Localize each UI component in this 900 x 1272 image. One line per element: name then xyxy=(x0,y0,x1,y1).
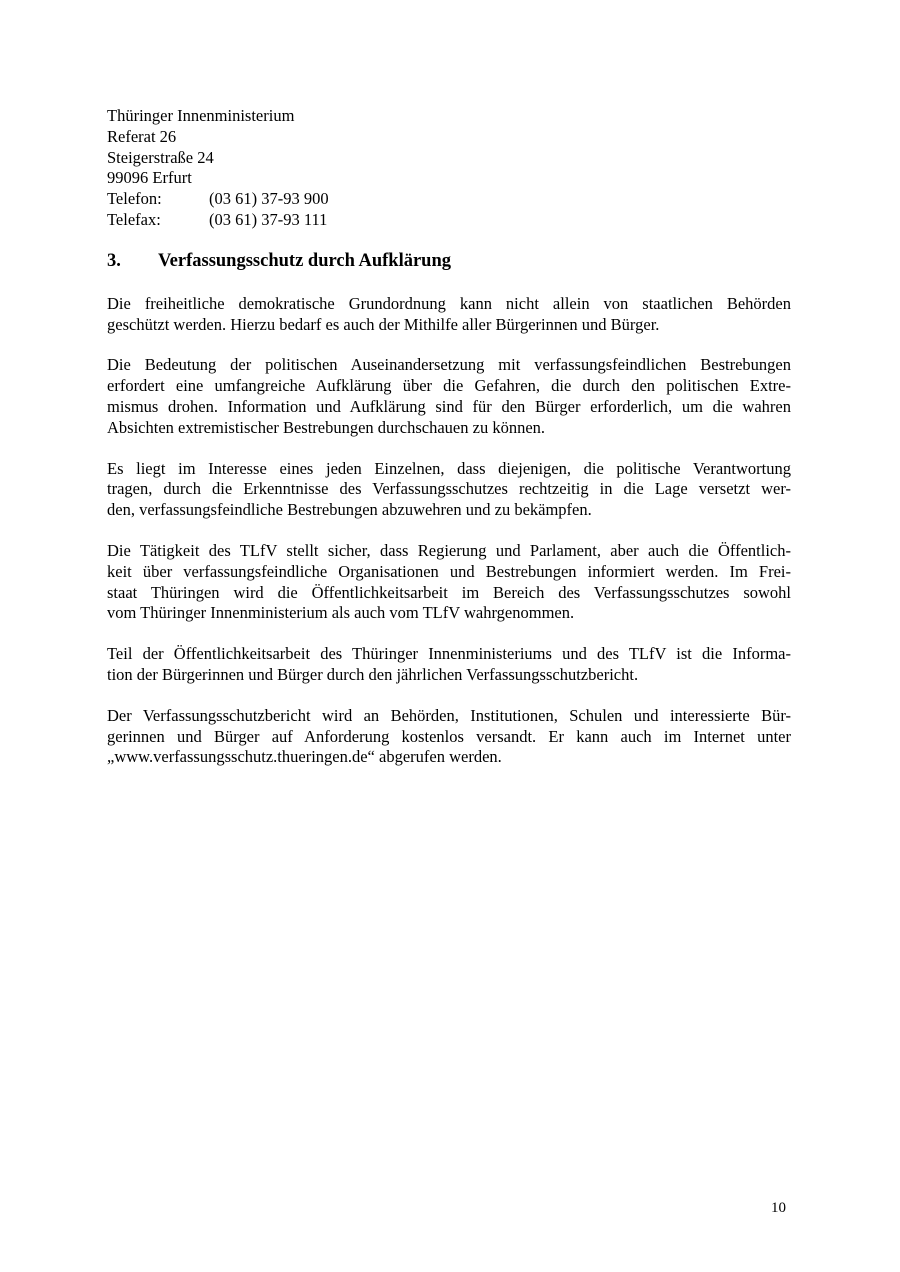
paragraph-line: keit über verfassungsfeindliche Organisationen und Bestrebungen informiert werden. Im Frei- xyxy=(107,561,791,581)
paragraph xyxy=(107,706,791,768)
paragraph-line: staat Thüringen wird die Öffentlichkeitsarbeit im Bereich des Verfassungsschutzes sowohl xyxy=(107,582,791,602)
paragraph xyxy=(107,294,791,336)
address-organization: Thüringer Innenministerium xyxy=(107,106,295,125)
address-city: 99096 Erfurt xyxy=(107,168,192,188)
section-title: Verfassungsschutz durch Aufklärung xyxy=(158,250,451,271)
fax-number: (03 61) 37-93 111 xyxy=(209,209,328,229)
paragraph-line: Teil der Öffentlichkeitsarbeit des Thüringer Innenministeriums und des TLfV ist die Informa- xyxy=(107,644,791,664)
paragraph-line: Die freiheitliche demokratische Grundordnung kann nicht allein von staatlichen Behörden xyxy=(107,293,791,313)
paragraph-line: Es liegt im Interesse eines jeden Einzelnen, dass diejenigen, die politische Verantwortung xyxy=(107,458,791,478)
paragraph-line: tragen, durch die Erkenntnisse des Verfassungsschutzes rechtzeitig in die Lage versetzt wer- xyxy=(107,479,791,499)
paragraph-line: vom Thüringer Innenministerium als auch vom TLfV wahrgenommen. xyxy=(107,603,575,623)
paragraph-line: erfordert eine umfangreiche Aufklärung über die Gefahren, die durch den politischen Extre- xyxy=(107,376,791,396)
paragraph-line: gerinnen und Bürger auf Anforderung kostenlos versandt. Er kann auch im Internet unter xyxy=(107,726,791,746)
paragraph xyxy=(107,541,791,624)
phone-number: (03 61) 37-93 900 xyxy=(209,189,329,209)
paragraph xyxy=(107,355,791,438)
paragraph-line: den, verfassungsfeindliche Bestrebungen abzuwehren und zu bekämpfen. xyxy=(107,500,592,520)
section-heading xyxy=(107,248,791,274)
document-page xyxy=(107,106,791,768)
address-phone-row xyxy=(107,189,791,210)
paragraph-line: „www.verfassungsschutz.thueringen.de“ abgerufen werden. xyxy=(107,747,502,767)
phone-label: Telefon: xyxy=(107,189,162,209)
address-fax-row xyxy=(107,210,791,231)
address-block xyxy=(107,106,791,231)
address-unit: Referat 26 xyxy=(107,126,177,146)
paragraph-line: Die Tätigkeit des TLfV stellt sicher, dass Regierung und Parlament, aber auch die Öffentlich- xyxy=(107,540,791,560)
page-number: 10 xyxy=(771,1200,786,1216)
paragraph-line: Der Verfassungsschutzbericht wird an Behörden, Institutionen, Schulen und interessierte Bür- xyxy=(107,705,791,725)
paragraph-line: mismus drohen. Information und Aufklärung sind für den Bürger erforderlich, um die wahren xyxy=(107,396,791,416)
paragraph-line: Die Bedeutung der politischen Auseinandersetzung mit verfassungsfeindlichen Bestrebungen xyxy=(107,355,791,375)
paragraph-line: Absichten extremistischer Bestrebungen durchschauen zu können. xyxy=(107,417,546,437)
address-street: Steigerstraße 24 xyxy=(107,147,214,167)
fax-label: Telefax: xyxy=(107,209,161,229)
paragraph-line: tion der Bürgerinnen und Bürger durch den jährlichen Verfassungsschutzbericht. xyxy=(107,664,639,684)
paragraph xyxy=(107,644,791,686)
paragraph-line: geschützt werden. Hierzu bedarf es auch der Mithilfe aller Bürgerinnen und Bürger. xyxy=(107,314,660,334)
section-number: 3. xyxy=(107,250,121,271)
paragraph xyxy=(107,459,791,521)
